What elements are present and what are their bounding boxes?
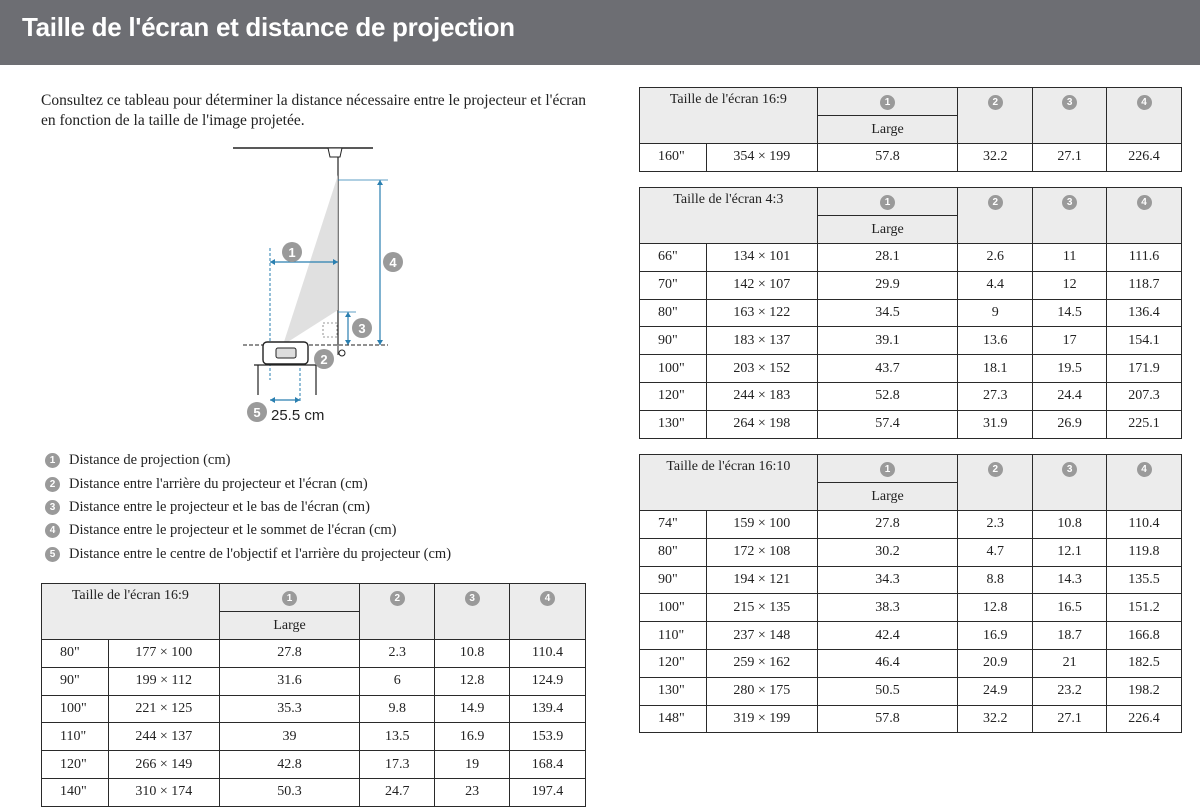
screen-dimensions-cell: 159 × 100: [706, 511, 817, 539]
svg-text:4: 4: [389, 255, 397, 270]
top-distance-cell: 110.4: [510, 640, 586, 668]
screen-dimensions-cell: 310 × 174: [108, 778, 219, 806]
projection-distance-cell: 57.4: [817, 410, 958, 438]
top-distance-cell: 139.4: [510, 695, 586, 723]
screen-dimensions-cell: 244 × 183: [706, 382, 817, 410]
rear-distance-cell: 32.2: [958, 144, 1033, 172]
number-badge-icon: 4: [1137, 462, 1152, 477]
rear-distance-cell: 24.7: [360, 778, 435, 806]
screen-dimensions-cell: 142 × 107: [706, 271, 817, 299]
column-label: Large: [817, 216, 958, 244]
number-badge-icon: 1: [282, 591, 297, 606]
projection-distance-cell: 27.8: [219, 640, 360, 668]
page-header: [0, 0, 1200, 65]
number-badge-icon: 4: [1137, 195, 1152, 210]
diagonal-size-cell: 160": [640, 144, 707, 172]
screen-dimensions-cell: 183 × 137: [706, 327, 817, 355]
legend-text: Distance entre l'arrière du projecteur et l'écran (cm): [69, 475, 368, 492]
intro-text: Consultez ce tableau pour déterminer la distance nécessaire entre le projecteur et l'écran en fonction de la taille de l'image projetée.: [41, 92, 587, 129]
screen-dimensions-cell: 215 × 135: [706, 594, 817, 622]
diagonal-size-cell: 90": [42, 667, 109, 695]
rear-distance-cell: 13.6: [958, 327, 1033, 355]
number-badge-icon: 3: [1062, 462, 1077, 477]
table-row: [640, 299, 1182, 327]
table-16-10: [639, 454, 1182, 733]
bottom-distance-cell: 21: [1033, 649, 1107, 677]
rear-distance-cell: 27.3: [958, 382, 1033, 410]
top-distance-cell: 111.6: [1107, 244, 1182, 272]
top-distance-cell: 197.4: [510, 778, 586, 806]
table-title: Taille de l'écran 16:10: [640, 455, 818, 511]
bottom-distance-cell: 18.7: [1033, 622, 1107, 650]
rear-distance-cell: 12.8: [958, 594, 1033, 622]
projection-distance-cell: 34.5: [817, 299, 958, 327]
projection-distance-cell: 43.7: [817, 355, 958, 383]
table-row: [640, 677, 1182, 705]
bottom-distance-cell: 14.9: [435, 695, 510, 723]
top-distance-cell: 226.4: [1107, 705, 1182, 733]
screen-dimensions-cell: 237 × 148: [706, 622, 817, 650]
table-row: [640, 594, 1182, 622]
diagonal-size-cell: 140": [42, 778, 109, 806]
top-distance-cell: 154.1: [1107, 327, 1182, 355]
table-row: [42, 695, 586, 723]
projection-distance-cell: 38.3: [817, 594, 958, 622]
rear-distance-cell: 24.9: [958, 677, 1033, 705]
top-distance-cell: 110.4: [1107, 511, 1182, 539]
screen-dimensions-cell: 354 × 199: [706, 144, 817, 172]
diagonal-size-cell: 74": [640, 511, 707, 539]
rear-distance-cell: 32.2: [958, 705, 1033, 733]
svg-text:1: 1: [288, 245, 296, 260]
rear-distance-cell: 9: [958, 299, 1033, 327]
diagonal-size-cell: 120": [640, 382, 707, 410]
rear-distance-cell: 20.9: [958, 649, 1033, 677]
diagonal-size-cell: 80": [42, 640, 109, 668]
legend-text: Distance de projection (cm): [69, 452, 231, 469]
diagonal-size-cell: 80": [640, 538, 707, 566]
page-title: Taille de l'écran et distance de projection: [22, 12, 515, 42]
offset-label: 25.5 cm: [271, 407, 325, 424]
screen-dimensions-cell: 134 × 101: [706, 244, 817, 272]
table-4-3: [639, 187, 1182, 439]
number-badge-icon: 1: [880, 195, 895, 210]
table-row: [640, 410, 1182, 438]
screen-dimensions-cell: 172 × 108: [706, 538, 817, 566]
rear-distance-cell: 18.1: [958, 355, 1033, 383]
diagonal-size-cell: 100": [640, 594, 707, 622]
number-badge-icon: 1: [880, 462, 895, 477]
diagonal-size-cell: 120": [42, 751, 109, 779]
table-row: [42, 723, 586, 751]
number-badge-icon: 2: [45, 477, 60, 492]
top-distance-cell: 226.4: [1107, 144, 1182, 172]
rear-distance-cell: 6: [360, 667, 435, 695]
table-row: [42, 778, 586, 806]
bottom-distance-cell: 16.5: [1033, 594, 1107, 622]
number-badge-icon: 3: [1062, 195, 1077, 210]
rear-distance-cell: 9.8: [360, 695, 435, 723]
projection-distance-cell: 34.3: [817, 566, 958, 594]
projection-distance-cell: 52.8: [817, 382, 958, 410]
number-badge-icon: 3: [465, 591, 480, 606]
screen-dimensions-cell: 264 × 198: [706, 410, 817, 438]
table-row: [640, 622, 1182, 650]
top-distance-cell: 151.2: [1107, 594, 1182, 622]
screen-dimensions-cell: 319 × 199: [706, 705, 817, 733]
projection-distance-cell: 35.3: [219, 695, 360, 723]
table-row: [640, 144, 1182, 172]
bottom-distance-cell: 12.1: [1033, 538, 1107, 566]
projection-distance-cell: 39: [219, 723, 360, 751]
diagonal-size-cell: 110": [42, 723, 109, 751]
projection-distance-cell: 57.8: [817, 144, 958, 172]
diagonal-size-cell: 100": [42, 695, 109, 723]
legend-item: [45, 472, 451, 495]
number-badge-icon: 4: [540, 591, 555, 606]
rear-distance-cell: 4.4: [958, 271, 1033, 299]
legend-item: [45, 449, 451, 472]
table-row: [640, 327, 1182, 355]
diagonal-size-cell: 66": [640, 244, 707, 272]
table-row: [640, 382, 1182, 410]
ceiling-mount: [328, 148, 342, 157]
diagonal-size-cell: 90": [640, 566, 707, 594]
number-badge-icon: 5: [45, 547, 60, 562]
diagonal-size-cell: 110": [640, 622, 707, 650]
number-badge-icon: 1: [880, 95, 895, 110]
number-badge-icon: 2: [988, 462, 1003, 477]
bottom-distance-cell: 10.8: [1033, 511, 1107, 539]
screen-dimensions-cell: 177 × 100: [108, 640, 219, 668]
bottom-distance-cell: 23.2: [1033, 677, 1107, 705]
table-16-9-a: [41, 583, 586, 807]
screen-dimensions-cell: 199 × 112: [108, 667, 219, 695]
bottom-distance-cell: 27.1: [1033, 144, 1107, 172]
top-distance-cell: 135.5: [1107, 566, 1182, 594]
legend-item: [45, 496, 451, 519]
number-badge-icon: 3: [1062, 95, 1077, 110]
rear-distance-cell: 2.6: [958, 244, 1033, 272]
diagonal-size-cell: 120": [640, 649, 707, 677]
bottom-distance-cell: 14.3: [1033, 566, 1107, 594]
legend-text: Distance entre le centre de l'objectif et l'arrière du projecteur (cm): [69, 545, 452, 562]
table-row: [640, 705, 1182, 733]
diagonal-size-cell: 148": [640, 705, 707, 733]
diagonal-size-cell: 130": [640, 677, 707, 705]
bottom-distance-cell: 26.9: [1033, 410, 1107, 438]
screen-dimensions-cell: 244 × 137: [108, 723, 219, 751]
table-row: [42, 751, 586, 779]
screen-dimensions-cell: 194 × 121: [706, 566, 817, 594]
number-badge-icon: 2: [988, 195, 1003, 210]
diagonal-size-cell: 130": [640, 410, 707, 438]
projection-distance-cell: 29.9: [817, 271, 958, 299]
rear-distance-cell: 8.8: [958, 566, 1033, 594]
top-distance-cell: 171.9: [1107, 355, 1182, 383]
projection-distance-cell: 50.5: [817, 677, 958, 705]
screen-dimensions-cell: 221 × 125: [108, 695, 219, 723]
projection-diagram: [228, 140, 418, 430]
table-row: [640, 538, 1182, 566]
bottom-distance-cell: 24.4: [1033, 382, 1107, 410]
diagonal-size-cell: 90": [640, 327, 707, 355]
rear-distance-cell: 16.9: [958, 622, 1033, 650]
screen-dimensions-cell: 266 × 149: [108, 751, 219, 779]
number-badge-icon: 2: [988, 95, 1003, 110]
legend-list: [45, 449, 451, 566]
top-distance-cell: 207.3: [1107, 382, 1182, 410]
bottom-distance-cell: 11: [1033, 244, 1107, 272]
top-distance-cell: 118.7: [1107, 271, 1182, 299]
projection-distance-cell: 42.8: [219, 751, 360, 779]
legend-text: Distance entre le projecteur et le sommet de l'écran (cm): [69, 522, 397, 539]
table-title: Taille de l'écran 16:9: [42, 584, 220, 640]
top-distance-cell: 225.1: [1107, 410, 1182, 438]
table-row: [42, 640, 586, 668]
number-badge-icon: 4: [45, 523, 60, 538]
screen-dimensions-cell: 259 × 162: [706, 649, 817, 677]
top-distance-cell: 166.8: [1107, 622, 1182, 650]
table-row: [640, 244, 1182, 272]
projection-distance-cell: 50.3: [219, 778, 360, 806]
screen-dimensions-cell: 163 × 122: [706, 299, 817, 327]
diagonal-size-cell: 70": [640, 271, 707, 299]
svg-text:2: 2: [320, 352, 328, 367]
diagonal-size-cell: 100": [640, 355, 707, 383]
table-row: [640, 649, 1182, 677]
bottom-distance-cell: 17: [1033, 327, 1107, 355]
legend-item: [45, 543, 451, 566]
bottom-distance-cell: 12: [1033, 271, 1107, 299]
top-distance-cell: 136.4: [1107, 299, 1182, 327]
top-distance-cell: 168.4: [510, 751, 586, 779]
table-16-9-b: [639, 87, 1182, 172]
projection-distance-cell: 39.1: [817, 327, 958, 355]
number-badge-icon: 2: [390, 591, 405, 606]
projection-distance-cell: 30.2: [817, 538, 958, 566]
screen-dimensions-cell: 203 × 152: [706, 355, 817, 383]
table-row: [640, 355, 1182, 383]
svg-text:5: 5: [253, 405, 261, 420]
legend-item: [45, 519, 451, 542]
bottom-distance-cell: 27.1: [1033, 705, 1107, 733]
projection-distance-cell: 27.8: [817, 511, 958, 539]
column-label: Large: [817, 116, 958, 144]
projection-distance-cell: 57.8: [817, 705, 958, 733]
svg-text:3: 3: [358, 321, 366, 336]
legend-text: Distance entre le projecteur et le bas de l'écran (cm): [69, 498, 370, 515]
top-distance-cell: 153.9: [510, 723, 586, 751]
bottom-distance-cell: 10.8: [435, 640, 510, 668]
column-label: Large: [219, 612, 360, 640]
top-distance-cell: 119.8: [1107, 538, 1182, 566]
top-distance-cell: 198.2: [1107, 677, 1182, 705]
rear-distance-cell: 31.9: [958, 410, 1033, 438]
bottom-distance-cell: 16.9: [435, 723, 510, 751]
top-distance-cell: 182.5: [1107, 649, 1182, 677]
projection-distance-cell: 46.4: [817, 649, 958, 677]
projection-distance-cell: 28.1: [817, 244, 958, 272]
rear-distance-cell: 13.5: [360, 723, 435, 751]
bottom-distance-cell: 19: [435, 751, 510, 779]
table-title: Taille de l'écran 4:3: [640, 188, 818, 244]
projection-distance-cell: 42.4: [817, 622, 958, 650]
bottom-distance-cell: 19.5: [1033, 355, 1107, 383]
table-row: [640, 566, 1182, 594]
number-badge-icon: 4: [1137, 95, 1152, 110]
bottom-distance-cell: 12.8: [435, 667, 510, 695]
top-distance-cell: 124.9: [510, 667, 586, 695]
projection-distance-cell: 31.6: [219, 667, 360, 695]
diagonal-size-cell: 80": [640, 299, 707, 327]
number-badge-icon: 3: [45, 500, 60, 515]
column-label: Large: [817, 483, 958, 511]
rear-distance-cell: 17.3: [360, 751, 435, 779]
screen-dimensions-cell: 280 × 175: [706, 677, 817, 705]
bottom-distance-cell: 14.5: [1033, 299, 1107, 327]
number-badge-icon: 1: [45, 453, 60, 468]
table-row: [42, 667, 586, 695]
table-row: [640, 271, 1182, 299]
bottom-distance-cell: 23: [435, 778, 510, 806]
rear-distance-cell: 2.3: [360, 640, 435, 668]
rear-distance-cell: 4.7: [958, 538, 1033, 566]
table-row: [640, 511, 1182, 539]
table-title: Taille de l'écran 16:9: [640, 88, 818, 144]
rear-distance-cell: 2.3: [958, 511, 1033, 539]
